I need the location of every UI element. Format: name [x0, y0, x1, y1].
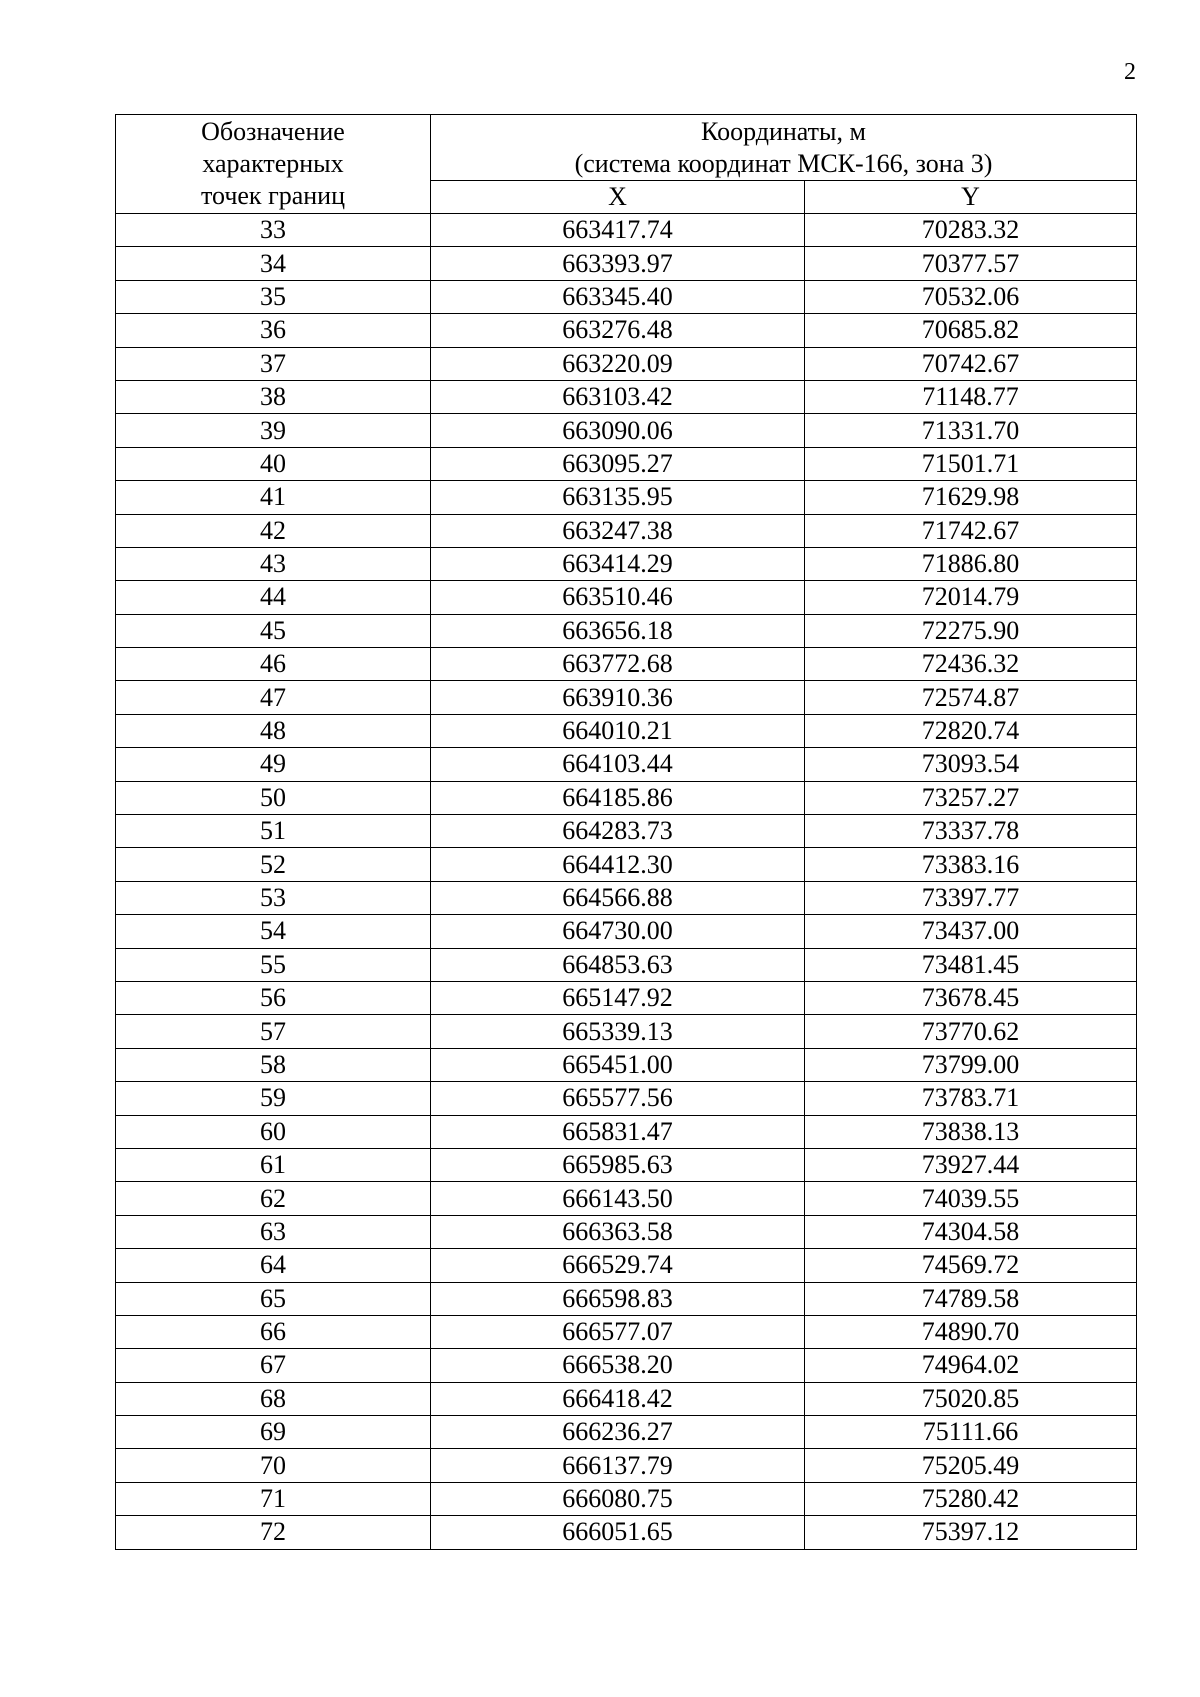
cell-point-number: 54	[116, 915, 431, 948]
cell-point-number: 55	[116, 948, 431, 981]
cell-y-coordinate: 70532.06	[805, 280, 1137, 313]
table-row	[116, 1349, 1137, 1382]
cell-point-number: 64	[116, 1249, 431, 1282]
cell-y-coordinate: 71886.80	[805, 547, 1137, 580]
cell-x-coordinate: 663393.97	[431, 247, 805, 280]
table-row	[116, 214, 1137, 247]
header-point-designation-line-3: точек границ	[200, 181, 346, 210]
cell-x-coordinate: 666080.75	[431, 1482, 805, 1515]
cell-y-coordinate: 71629.98	[805, 481, 1137, 514]
table-row	[116, 614, 1137, 647]
cell-x-coordinate: 666143.50	[431, 1182, 805, 1215]
cell-x-coordinate: 665831.47	[431, 1115, 805, 1148]
cell-x-coordinate: 663417.74	[431, 214, 805, 247]
cell-y-coordinate: 74304.58	[805, 1215, 1137, 1248]
cell-y-coordinate: 72014.79	[805, 581, 1137, 614]
cell-point-number: 40	[116, 447, 431, 480]
header-coordinates-title-line-1: Координаты, м	[701, 116, 866, 146]
cell-x-coordinate: 663095.27	[431, 447, 805, 480]
cell-y-coordinate: 74039.55	[805, 1182, 1137, 1215]
table-row	[116, 1115, 1137, 1148]
cell-point-number: 39	[116, 414, 431, 447]
table-header	[116, 115, 1137, 214]
cell-point-number: 36	[116, 314, 431, 347]
cell-x-coordinate: 666598.83	[431, 1282, 805, 1315]
header-point-designation	[116, 115, 431, 214]
cell-y-coordinate: 70685.82	[805, 314, 1137, 347]
cell-point-number: 65	[116, 1282, 431, 1315]
header-row-top	[116, 115, 1137, 181]
cell-point-number: 72	[116, 1516, 431, 1549]
cell-x-coordinate: 665147.92	[431, 981, 805, 1014]
cell-x-coordinate: 663345.40	[431, 280, 805, 313]
cell-y-coordinate: 73437.00	[805, 915, 1137, 948]
cell-y-coordinate: 73093.54	[805, 748, 1137, 781]
table-row	[116, 815, 1137, 848]
cell-point-number: 59	[116, 1082, 431, 1115]
cell-point-number: 43	[116, 547, 431, 580]
cell-y-coordinate: 70283.32	[805, 214, 1137, 247]
cell-point-number: 41	[116, 481, 431, 514]
cell-x-coordinate: 664730.00	[431, 915, 805, 948]
cell-y-coordinate: 74789.58	[805, 1282, 1137, 1315]
table-row	[116, 347, 1137, 380]
table-row	[116, 1249, 1137, 1282]
cell-x-coordinate: 663910.36	[431, 681, 805, 714]
cell-point-number: 34	[116, 247, 431, 280]
cell-point-number: 62	[116, 1182, 431, 1215]
table-row	[116, 1282, 1137, 1315]
cell-y-coordinate: 75111.66	[805, 1416, 1137, 1449]
table-row	[116, 1416, 1137, 1449]
cell-point-number: 47	[116, 681, 431, 714]
table-row	[116, 581, 1137, 614]
table-row	[116, 1482, 1137, 1515]
cell-y-coordinate: 73481.45	[805, 948, 1137, 981]
cell-point-number: 49	[116, 748, 431, 781]
cell-x-coordinate: 663090.06	[431, 414, 805, 447]
cell-y-coordinate: 70377.57	[805, 247, 1137, 280]
table-row	[116, 380, 1137, 413]
table-row	[116, 781, 1137, 814]
cell-point-number: 67	[116, 1349, 431, 1382]
table-row	[116, 547, 1137, 580]
cell-y-coordinate: 73678.45	[805, 981, 1137, 1014]
cell-x-coordinate: 665339.13	[431, 1015, 805, 1048]
coordinates-table	[115, 114, 1137, 1550]
cell-point-number: 52	[116, 848, 431, 881]
cell-x-coordinate: 663656.18	[431, 614, 805, 647]
table-row	[116, 481, 1137, 514]
table-row	[116, 1048, 1137, 1081]
cell-x-coordinate: 666577.07	[431, 1315, 805, 1348]
cell-y-coordinate: 73383.16	[805, 848, 1137, 881]
cell-y-coordinate: 71331.70	[805, 414, 1137, 447]
cell-y-coordinate: 70742.67	[805, 347, 1137, 380]
cell-y-coordinate: 75280.42	[805, 1482, 1137, 1515]
cell-point-number: 71	[116, 1482, 431, 1515]
header-point-designation-line-1: Обозначение	[201, 117, 345, 146]
cell-point-number: 37	[116, 347, 431, 380]
cell-point-number: 46	[116, 648, 431, 681]
cell-x-coordinate: 665451.00	[431, 1048, 805, 1081]
cell-y-coordinate: 71148.77	[805, 380, 1137, 413]
cell-point-number: 53	[116, 881, 431, 914]
table-row	[116, 1315, 1137, 1348]
cell-x-coordinate: 663247.38	[431, 514, 805, 547]
table-row	[116, 881, 1137, 914]
table-row	[116, 414, 1137, 447]
cell-point-number: 48	[116, 714, 431, 747]
table-row	[116, 981, 1137, 1014]
cell-y-coordinate: 72275.90	[805, 614, 1137, 647]
header-x: X	[431, 181, 805, 214]
table-row	[116, 280, 1137, 313]
cell-y-coordinate: 72436.32	[805, 648, 1137, 681]
cell-x-coordinate: 666137.79	[431, 1449, 805, 1482]
table-row	[116, 1148, 1137, 1181]
cell-x-coordinate: 664103.44	[431, 748, 805, 781]
cell-x-coordinate: 666363.58	[431, 1215, 805, 1248]
table-row	[116, 748, 1137, 781]
cell-x-coordinate: 664566.88	[431, 881, 805, 914]
table-row	[116, 1082, 1137, 1115]
cell-y-coordinate: 74890.70	[805, 1315, 1137, 1348]
table-row	[116, 1382, 1137, 1415]
cell-x-coordinate: 663135.95	[431, 481, 805, 514]
table-row	[116, 1516, 1137, 1549]
cell-x-coordinate: 666236.27	[431, 1416, 805, 1449]
table-row	[116, 447, 1137, 480]
cell-point-number: 50	[116, 781, 431, 814]
cell-x-coordinate: 663510.46	[431, 581, 805, 614]
cell-point-number: 57	[116, 1015, 431, 1048]
cell-x-coordinate: 664185.86	[431, 781, 805, 814]
cell-point-number: 70	[116, 1449, 431, 1482]
cell-y-coordinate: 73799.00	[805, 1048, 1137, 1081]
cell-x-coordinate: 664010.21	[431, 714, 805, 747]
table-row	[116, 1449, 1137, 1482]
table-row	[116, 1015, 1137, 1048]
cell-point-number: 56	[116, 981, 431, 1014]
cell-x-coordinate: 666051.65	[431, 1516, 805, 1549]
cell-point-number: 38	[116, 380, 431, 413]
cell-y-coordinate: 73337.78	[805, 815, 1137, 848]
cell-x-coordinate: 665577.56	[431, 1082, 805, 1115]
cell-y-coordinate: 73838.13	[805, 1115, 1137, 1148]
table-body	[116, 214, 1137, 1550]
cell-y-coordinate: 73397.77	[805, 881, 1137, 914]
cell-x-coordinate: 664283.73	[431, 815, 805, 848]
cell-y-coordinate: 71501.71	[805, 447, 1137, 480]
table-row	[116, 247, 1137, 280]
header-y: Y	[805, 181, 1137, 214]
cell-x-coordinate: 663220.09	[431, 347, 805, 380]
cell-point-number: 33	[116, 214, 431, 247]
cell-x-coordinate: 666538.20	[431, 1349, 805, 1382]
header-coordinates-title	[431, 115, 1137, 181]
table-row	[116, 915, 1137, 948]
cell-y-coordinate: 72820.74	[805, 714, 1137, 747]
table-row	[116, 1215, 1137, 1248]
cell-point-number: 69	[116, 1416, 431, 1449]
cell-point-number: 66	[116, 1315, 431, 1348]
cell-point-number: 58	[116, 1048, 431, 1081]
cell-point-number: 44	[116, 581, 431, 614]
cell-point-number: 60	[116, 1115, 431, 1148]
table-row	[116, 848, 1137, 881]
cell-x-coordinate: 663276.48	[431, 314, 805, 347]
cell-y-coordinate: 74964.02	[805, 1349, 1137, 1382]
table-row	[116, 714, 1137, 747]
cell-point-number: 68	[116, 1382, 431, 1415]
cell-x-coordinate: 664853.63	[431, 948, 805, 981]
cell-x-coordinate: 666529.74	[431, 1249, 805, 1282]
cell-x-coordinate: 666418.42	[431, 1382, 805, 1415]
cell-point-number: 45	[116, 614, 431, 647]
cell-x-coordinate: 663103.42	[431, 380, 805, 413]
cell-y-coordinate: 75205.49	[805, 1449, 1137, 1482]
cell-y-coordinate: 73927.44	[805, 1148, 1137, 1181]
header-point-designation-line-2: характерных	[202, 149, 344, 178]
cell-y-coordinate: 75397.12	[805, 1516, 1137, 1549]
cell-y-coordinate: 73770.62	[805, 1015, 1137, 1048]
cell-point-number: 35	[116, 280, 431, 313]
page-number: 2	[1124, 59, 1136, 85]
cell-x-coordinate: 665985.63	[431, 1148, 805, 1181]
table-row	[116, 314, 1137, 347]
table-row	[116, 514, 1137, 547]
cell-x-coordinate: 663414.29	[431, 547, 805, 580]
cell-y-coordinate: 75020.85	[805, 1382, 1137, 1415]
cell-y-coordinate: 72574.87	[805, 681, 1137, 714]
table-row	[116, 681, 1137, 714]
cell-point-number: 51	[116, 815, 431, 848]
table-row	[116, 948, 1137, 981]
cell-y-coordinate: 73257.27	[805, 781, 1137, 814]
header-coordinates-title-line-2: (система координат МСК-166, зона 3)	[574, 148, 993, 178]
cell-x-coordinate: 664412.30	[431, 848, 805, 881]
cell-y-coordinate: 73783.71	[805, 1082, 1137, 1115]
cell-x-coordinate: 663772.68	[431, 648, 805, 681]
cell-y-coordinate: 74569.72	[805, 1249, 1137, 1282]
table-row	[116, 648, 1137, 681]
cell-point-number: 42	[116, 514, 431, 547]
cell-point-number: 61	[116, 1148, 431, 1181]
cell-y-coordinate: 71742.67	[805, 514, 1137, 547]
cell-point-number: 63	[116, 1215, 431, 1248]
table-row	[116, 1182, 1137, 1215]
